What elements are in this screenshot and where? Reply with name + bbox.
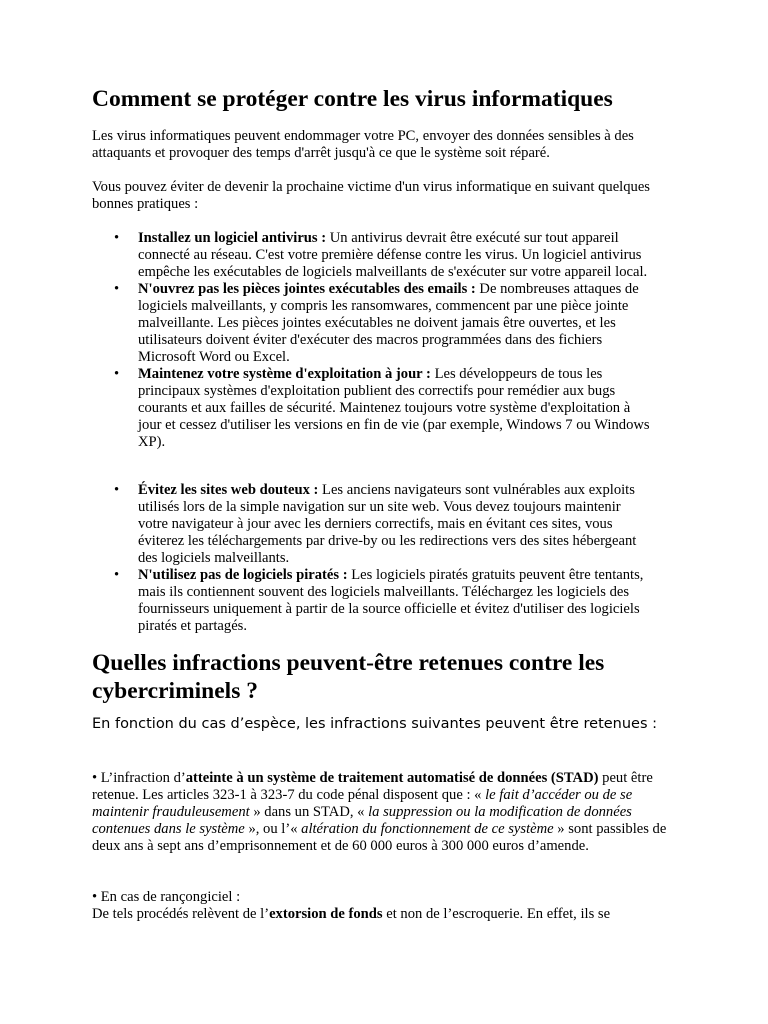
stad-quote: altération du fonctionnement de ce système bbox=[301, 821, 554, 837]
intro-paragraph-2: Vous pouvez éviter de devenir la prochaine victime d'un virus informatique en suivant quelques bonnes pratiques : bbox=[92, 179, 650, 212]
stad-bold: atteinte à un système de traitement automatisé de données (STAD) bbox=[185, 770, 599, 786]
bullet-icon: • bbox=[114, 366, 120, 382]
list-item bbox=[92, 482, 650, 567]
tip-heading: N'ouvrez pas les pièces jointes exécutables des emails : bbox=[138, 281, 476, 297]
tip-heading: Maintenez votre système d'exploitation à jour : bbox=[138, 366, 431, 382]
tips-list bbox=[92, 230, 686, 451]
stad-quote: la suppression ou la modification de données contenues dans le système bbox=[92, 804, 632, 837]
bullet-icon: • bbox=[114, 230, 120, 246]
bullet-icon: • bbox=[114, 281, 120, 297]
stad-text: peut être retenue. Les articles 323-1 à 323-7 du code pénal disposent que : « bbox=[92, 770, 653, 803]
section-title: Quelles infractions peuvent-être retenues contre les cybercriminels ? bbox=[92, 650, 605, 704]
tip-text: Les développeurs de tous les principaux systèmes d'exploitation publient des correctifs pour remédier aux bugs courants et aux failles de sécurité. Maintenez toujours votre système d'exploitation à jour et cessez d'utiliser les versions en fin de vie (par exemple, Windows 7 ou Windows XP). bbox=[138, 366, 650, 450]
list-item bbox=[92, 230, 650, 281]
stad-paragraph bbox=[92, 770, 692, 855]
tip-heading: N'utilisez pas de logiciels piratés : bbox=[138, 567, 348, 583]
ransomware-paragraph bbox=[92, 889, 692, 923]
bullet-icon: • bbox=[114, 567, 120, 583]
tip-heading: Installez un logiciel antivirus : bbox=[138, 230, 327, 246]
tip-text: Un antivirus devrait être exécuté sur tout appareil connecté au réseau. C'est votre première défense contre les virus. Un logiciel antivirus empêche les exécutables de logiciels malveillants de s'exécuter sur votre appareil local. bbox=[138, 230, 648, 280]
stad-text: » dans un STAD, « bbox=[249, 804, 369, 820]
stad-text: », ou l’« bbox=[244, 821, 302, 837]
tips-list bbox=[92, 482, 686, 635]
stad-quote: le fait d’accéder ou de se maintenir frauduleusement bbox=[92, 787, 633, 820]
tip-text: Les anciens navigateurs sont vulnérables aux exploits utilisés lors de la simple navigation sur un site web. Vous devez toujours maintenir votre navigateur à jour avec les derniers correctifs, mais en évitant ces sites, vous éviterez les téléchargements par drive-by ou les redirections vers des sites hébergeant des logiciels malveillants. bbox=[138, 482, 637, 566]
section-lead: En fonction du cas d’espèce, les infractions suivantes peuvent être retenues : bbox=[92, 716, 658, 732]
list-item bbox=[92, 366, 650, 451]
ransomware-text: et non de l’escroquerie. En effet, ils se bbox=[382, 906, 611, 922]
tip-text: Les logiciels piratés gratuits peuvent être tentants, mais ils contiennent souvent des logiciels malveillants. Téléchargez les logiciels des fournisseurs uniquement à partir de la source officielle et évitez d'utiliser des logiciels piratés et partagés. bbox=[138, 567, 644, 634]
tip-text: De nombreuses attaques de logiciels malveillants, y compris les ransomwares, commencent par une pièce jointe malveillante. Les pièces jointes exécutables ne doivent jamais être ouvertes, et les utilisateurs doivent éviter d'exécuter des macros programmées dans des fichiers Microsoft Word ou Excel. bbox=[138, 281, 639, 365]
list-item bbox=[92, 567, 650, 635]
ransomware-bold: extorsion de fonds bbox=[269, 906, 383, 922]
ransomware-text: De tels procédés relèvent de l’ bbox=[92, 906, 270, 922]
page-title: Comment se protéger contre les virus informatiques bbox=[92, 86, 613, 112]
stad-text: » sont passibles de deux ans à sept ans d’emprisonnement et de 60 000 euros à 300 000 euros d’amende. bbox=[92, 821, 667, 854]
stad-prefix: • L’infraction d’ bbox=[92, 770, 186, 786]
list-item bbox=[92, 281, 650, 366]
tip-heading: Évitez les sites web douteux : bbox=[138, 482, 319, 498]
ransomware-line: • En cas de rançongiciel : bbox=[92, 889, 241, 905]
intro-paragraph-1: Les virus informatiques peuvent endommager votre PC, envoyer des données sensibles à des attaquants et provoquer des temps d'arrêt jusqu'à ce que le système soit réparé. bbox=[92, 128, 634, 161]
bullet-icon: • bbox=[114, 482, 120, 498]
